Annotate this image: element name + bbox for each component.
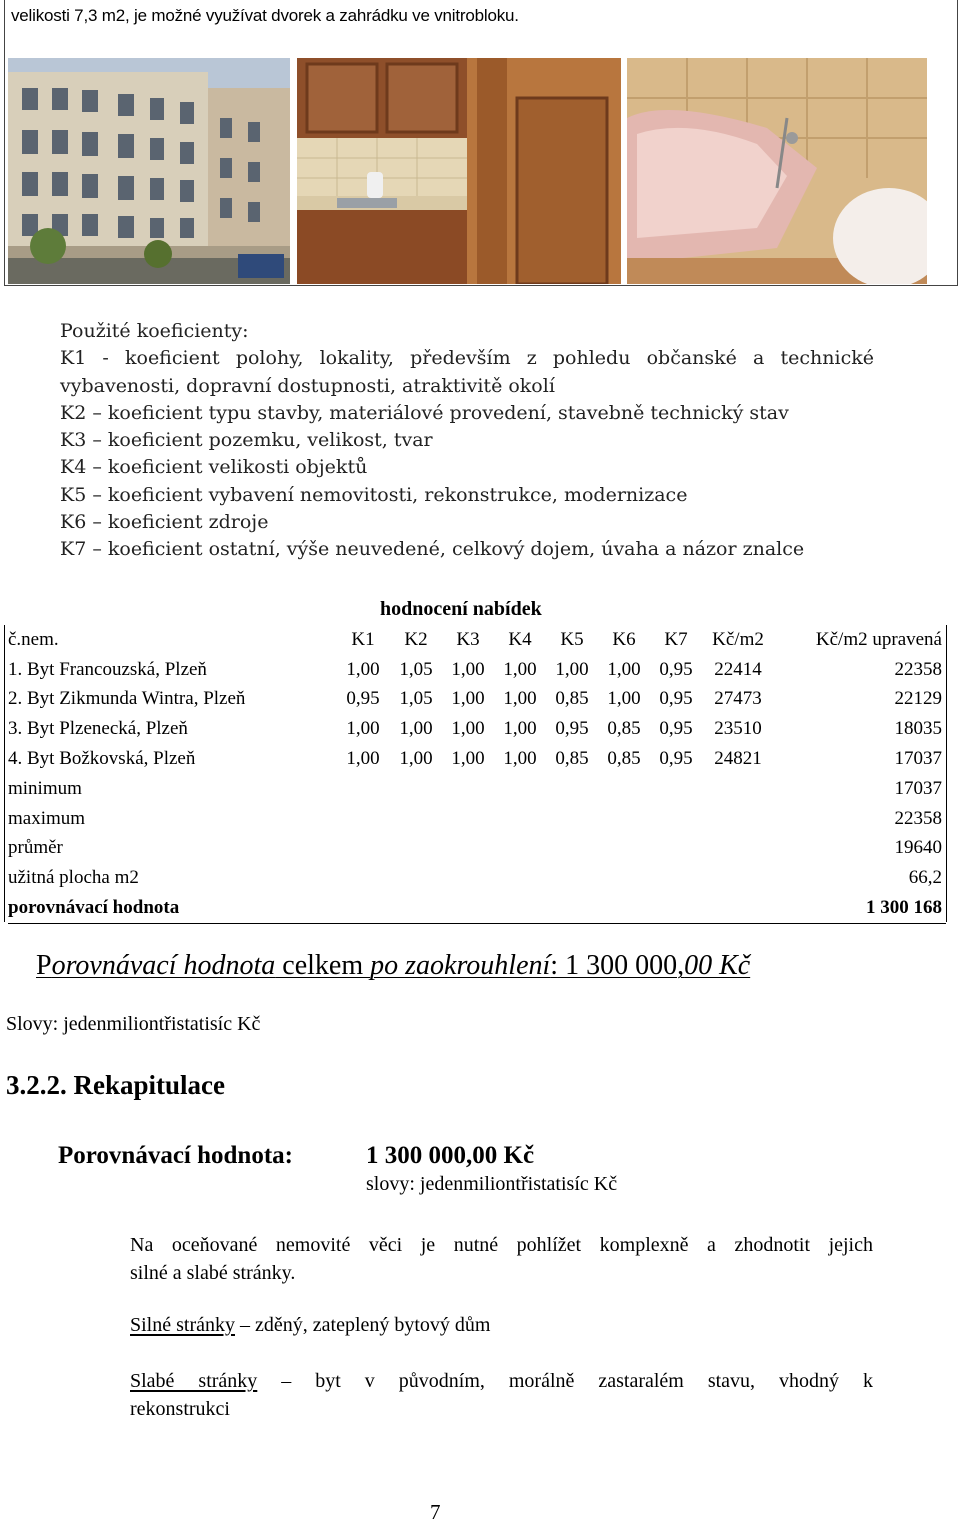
header-cell: K1 <box>351 628 375 650</box>
total-part-4: po zaokrouhlení <box>370 950 551 981</box>
offers-table <box>8 625 946 924</box>
summary-label: maximum <box>8 807 86 829</box>
table-cell: 0,95 <box>346 688 380 710</box>
table-cell: 1,00 <box>555 658 589 680</box>
summary-row <box>8 804 946 834</box>
note-line-1: Na oceňované nemovité věci je nutné pohlížet komplexně a zhodnotit jejich <box>130 1234 873 1256</box>
table-cell: 1,00 <box>607 658 641 680</box>
header-cell: Kč/m2 upravená <box>815 628 942 650</box>
table-cell: 1,00 <box>503 688 537 710</box>
total-part-1: P <box>36 950 52 981</box>
table-row <box>8 714 946 744</box>
total-part-6: 00 Kč <box>684 950 751 981</box>
bathroom-photo <box>627 58 927 284</box>
summary-label: průměr <box>8 837 63 859</box>
summary-value: 66,2 <box>908 867 942 889</box>
table-border-right <box>946 625 947 922</box>
recap-label: Porovnávací hodnota: <box>58 1142 293 1169</box>
k5-line: K5 – koeficient vybavení nemovitosti, rekonstrukce, modernizace <box>60 483 688 506</box>
table-cell: 1,00 <box>399 718 433 740</box>
table-cell: 1,00 <box>503 748 537 770</box>
top-frame <box>4 0 958 286</box>
header-cell: Kč/m2 <box>712 628 764 650</box>
table-border-left <box>4 625 5 922</box>
intro-text: velikosti 7,3 m2, je možné využívat dvorek a zahrádku ve vnitrobloku. <box>11 6 519 25</box>
header-cell: K7 <box>664 628 688 650</box>
table-cell: 22414 <box>714 658 762 680</box>
table-title: hodnocení nabídek <box>380 598 542 620</box>
weaknesses-paragraph <box>130 1368 873 1423</box>
table-row <box>8 744 946 774</box>
table-cell: 0,95 <box>659 658 693 680</box>
k1-line-1: K1 - koeficient polohy, lokality, především z pohledu občanské a technické <box>60 347 874 370</box>
total-part-2: orovnávací hodnota <box>51 950 276 981</box>
page-number: 7 <box>430 1500 441 1524</box>
table-cell: 1,00 <box>399 748 433 770</box>
strengths-label: Silné stránky <box>130 1314 235 1336</box>
assessment-note <box>130 1232 873 1287</box>
table-cell: 0,85 <box>555 688 589 710</box>
weaknesses-label: Slabé stránky <box>130 1370 258 1392</box>
k4-line: K4 – koeficient velikosti objektů <box>60 456 368 479</box>
header-cell: K6 <box>612 628 636 650</box>
building-photo <box>8 58 290 284</box>
table-cell: 0,85 <box>607 748 641 770</box>
table-cell: 1,00 <box>346 748 380 770</box>
table-cell: 3. Byt Plzenecká, Plzeň <box>8 718 188 740</box>
header-cell: K3 <box>456 628 480 650</box>
table-cell: 1,05 <box>399 658 433 680</box>
section-heading: 3.2.2. Rekapitulace <box>6 1070 225 1100</box>
total-in-words: Slovy: jedenmiliontřistatisíc Kč <box>6 1013 261 1035</box>
summary-value: 19640 <box>894 837 942 859</box>
weaknesses-line-2: rekonstrukci <box>130 1397 230 1420</box>
table-cell: 17037 <box>894 748 942 770</box>
table-cell: 1,00 <box>503 718 537 740</box>
table-cell: 1,00 <box>451 658 485 680</box>
k2-line: K2 – koeficient typu stavby, materiálové provedení, stavebně technický stav <box>60 401 789 424</box>
table-cell: 0,95 <box>659 748 693 770</box>
recap-value: 1 300 000,00 Kč <box>366 1142 535 1169</box>
table-cell: 2. Byt Zikmunda Wintra, Plzeň <box>8 688 246 710</box>
table-cell: 1,00 <box>451 718 485 740</box>
k3-line: K3 – koeficient pozemku, velikost, tvar <box>60 429 433 452</box>
table-cell: 1,00 <box>346 658 380 680</box>
table-cell: 1,00 <box>503 658 537 680</box>
summary-row <box>8 863 946 893</box>
table-cell: 1,05 <box>399 688 433 710</box>
summary-row <box>8 834 946 864</box>
table-cell: 1,00 <box>451 748 485 770</box>
table-cell: 1,00 <box>607 688 641 710</box>
table-cell: 18035 <box>894 718 942 740</box>
comparative-value-total <box>36 950 750 982</box>
header-cell: K2 <box>404 628 428 650</box>
header-cell: K4 <box>508 628 532 650</box>
final-row <box>8 893 946 923</box>
table-cell: 1. Byt Francouzská, Plzeň <box>8 658 207 680</box>
final-label: porovnávací hodnota <box>8 893 774 923</box>
note-line-2: silné a slabé stránky. <box>130 1261 296 1284</box>
table-cell: 24821 <box>714 748 762 770</box>
kitchen-photo <box>297 58 621 284</box>
table-cell: 4. Byt Božkovská, Plzeň <box>8 748 196 770</box>
recap-words: slovy: jedenmiliontřistatisíc Kč <box>366 1173 618 1195</box>
table-row <box>8 655 946 685</box>
k7-line: K7 – koeficient ostatní, výše neuvedené, celkový dojem, úvaha a názor znalce <box>60 538 805 561</box>
strengths-text: – zděný, zateplený bytový dům <box>235 1314 491 1336</box>
table-cell: 0,95 <box>659 688 693 710</box>
summary-value: 17037 <box>894 777 942 799</box>
summary-label: minimum <box>8 777 82 799</box>
weaknesses-text: – byt v původním, morálně zastaralém stavu, vhodný k <box>257 1370 873 1392</box>
table-header-row <box>8 625 946 655</box>
final-value: 1 300 168 <box>774 893 946 923</box>
table-cell: 0,85 <box>607 718 641 740</box>
weaknesses-line-1 <box>130 1368 873 1396</box>
k1-line-2: vybavenosti, dopravní dostupnosti, atraktivitě okolí <box>60 374 555 397</box>
k6-line: K6 – koeficient zdroje <box>60 511 269 534</box>
coefficients-heading: Použité koeficienty: <box>60 320 249 342</box>
summary-value: 22358 <box>894 807 942 829</box>
table-cell: 1,00 <box>451 688 485 710</box>
table-row <box>8 685 946 715</box>
header-cell: č.nem. <box>8 628 59 650</box>
header-cell: K5 <box>560 628 584 650</box>
table-cell: 1,00 <box>346 718 380 740</box>
total-part-5: : 1 300 000, <box>550 950 685 981</box>
table-cell: 0,85 <box>555 748 589 770</box>
table-cell: 22129 <box>894 688 942 710</box>
table-cell: 27473 <box>714 688 762 710</box>
summary-row <box>8 774 946 804</box>
total-part-3: celkem <box>275 950 371 981</box>
strengths-paragraph <box>130 1314 491 1337</box>
table-cell: 0,95 <box>555 718 589 740</box>
coefficients-list <box>60 318 874 564</box>
table-cell: 0,95 <box>659 718 693 740</box>
table-cell: 23510 <box>714 718 762 740</box>
summary-label: užitná plocha m2 <box>8 867 139 889</box>
table-cell: 22358 <box>894 658 942 680</box>
